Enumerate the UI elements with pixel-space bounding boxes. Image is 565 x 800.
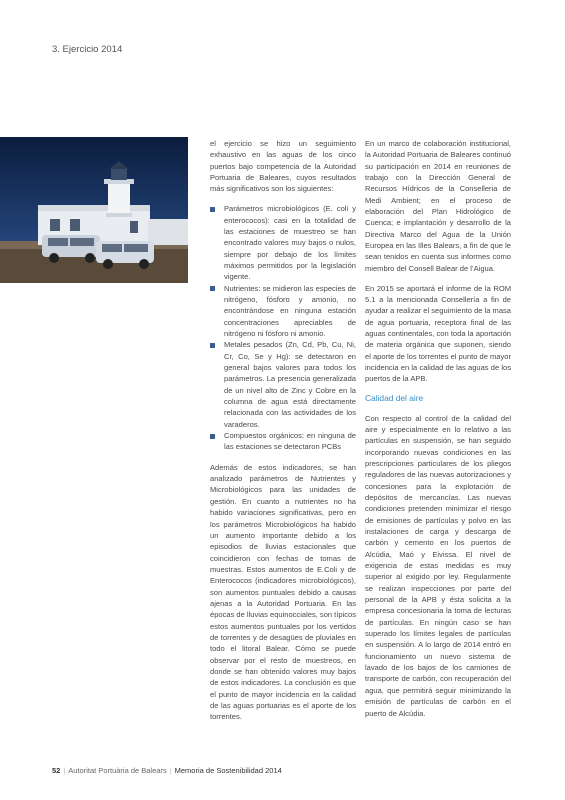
- subheading: Calidad del aire: [365, 393, 424, 404]
- list-item: [210, 430, 356, 453]
- page-number: 52: [52, 766, 61, 775]
- separator: |: [63, 766, 66, 775]
- bullet-list: [210, 203, 356, 453]
- square-bullet-icon: [210, 207, 215, 212]
- paragraph: En un marco de colaboración institucional, la Autoridad Portuaria de Baleares continuó su participación en 2014 en reuniones de trabajo con la Dirección General de Recursos Hídricos de la Conselleria de Medi Ambient; en el proceso de elaboración del Plan Hidrológico de Cuenca; e implantación y desarrollo de la Directiva Marco del Agua de la Unión Europea en las Illes Balears, a fin de que le sean tenidos en cuenta sus informes como miembro del Consell Balear de l’Aigua.: [365, 139, 511, 273]
- list-item: [210, 283, 356, 340]
- square-bullet-icon: [210, 286, 215, 291]
- paragraph: Además de estos indicadores, se han analizado parámetros de Nutrientes y Microbiológicos para las unidades de gestión. En cuanto a nutrientes no ha habido variaciones significativas, pero en los parámetros Microbiológicos ha habido un aumento importante debido a los episodios de lluvias estacionales que coincidieron con fechas de tomas de muestras. Estos aumentos de E.Coli y de Enterococos (indicadores microbiológicos), son aumentos puntuales debido a causas ajenas a la Autoridad Portuaria. En las épocas de lluvias equinocciales, son típicos estos aumentos puntuales por los vertidos de torrentes y de desagües de pluviales en todo el litoral Balear. Cómo se puede observar por el resto de muestreos, en donde se han obtenido valores muy bajos de estos indicadores. La conclusión es que el punto de mayor incidencia en la calidad de las aguas portuarias es el aporte de los torrentes.: [210, 462, 356, 722]
- footer-report-title: Memoria de Sostenibilidad 2014: [174, 766, 282, 775]
- square-bullet-icon: [210, 434, 215, 439]
- paragraph: el ejercicio se hizo un seguimiento exhaustivo en las aguas de los cinco puertos bajo competencia de la Autoridad Portuaria de Baleares, cuyos resultados más significativos son los siguientes:: [210, 139, 356, 194]
- section-title: 3. Ejercicio 2014: [52, 44, 123, 55]
- list-item: [210, 339, 356, 430]
- list-item-text: Parámetros microbiológicos (E. coli y enterococos): casi en la totalidad de las estaciones de muestreo se han encontrado valores muy bajos o nulos, siempre por debajo de los límites máximos permitidos por la legislación vigente.: [224, 204, 356, 282]
- separator: |: [169, 766, 172, 775]
- square-bullet-icon: [210, 343, 215, 348]
- lighthouse-photo: [0, 137, 188, 283]
- list-item-text: Metales pesados (Zn, Cd, Pb, Cu, Ni, Cr, Co, Se y Hg): se detectaron en general bajos valores para todos los parámetros. La presencia generalizada de un nivel alto de Zinc y Cobre en la columna de agua está directamente relacionada con las actividades de los varaderos.: [224, 340, 356, 429]
- paragraph: En 2015 se aportará el informe de la ROM 5.1 a la mencionada Consellería a fin de ayudar a realizar el seguimiento de la masa de agua portuaria, receptora final de las aguas continentales, con toda la aportación de materia orgánica que suponen, siendo el aporte de los torrentes el punto de mayor incidencia en la calidad de las aguas de los puertos de la APB.: [365, 283, 511, 384]
- paragraph: Con respecto al control de la calidad del aire y especialmente en lo relativo a las partículas en suspensión, se han seguido incorporando nuevas condiciones en las prescripciones particulares de los pliegos reguladores de las nuevas autorizaciones y concesiones para la explotación de depósitos de mercancías. Las nuevas condiciones pretenden minimizar el riesgo de emisiones de partículas y polvo en las instalaciones de carga y descarga de carbón y cemento en los puertos de Alcúdia, Maó y Eivissa. El nivel de exigencia de estas medidas es muy superior al exigido por ley. Regularmente se realizan inspecciones por parte del personal de la APB y ésta solicita a la empresa concesionaria la toma de lecturas de partículas. En ningún caso se han superado los límites legales de partículas en suspensión. A lo largo de 2014 entró en funcionamiento un nuevo sistema de lavado de los bajos de los camiones de transporte de carbón, con recuperación del agua, que permitirá seguir minimizando la emisión de partículas de carbón en el puerto de Alcúdia.: [365, 413, 511, 718]
- text-column-left: [210, 138, 356, 731]
- list-item: [210, 203, 356, 282]
- list-item-text: Compuestos orgánicos: en ninguna de las estaciones se detectaron PCBs: [224, 431, 356, 452]
- text-column-right: [365, 138, 511, 727]
- footer-organization: Autoritat Portuària de Balears: [68, 766, 167, 775]
- list-item-text: Nutrientes: se midieron las especies de nitrógeno, fósforo y amonio, no encontrándose en ninguna estación concentraciones apreciables de nitrógeno ni fósforo ni amonio.: [224, 283, 356, 338]
- page-footer: [52, 766, 282, 775]
